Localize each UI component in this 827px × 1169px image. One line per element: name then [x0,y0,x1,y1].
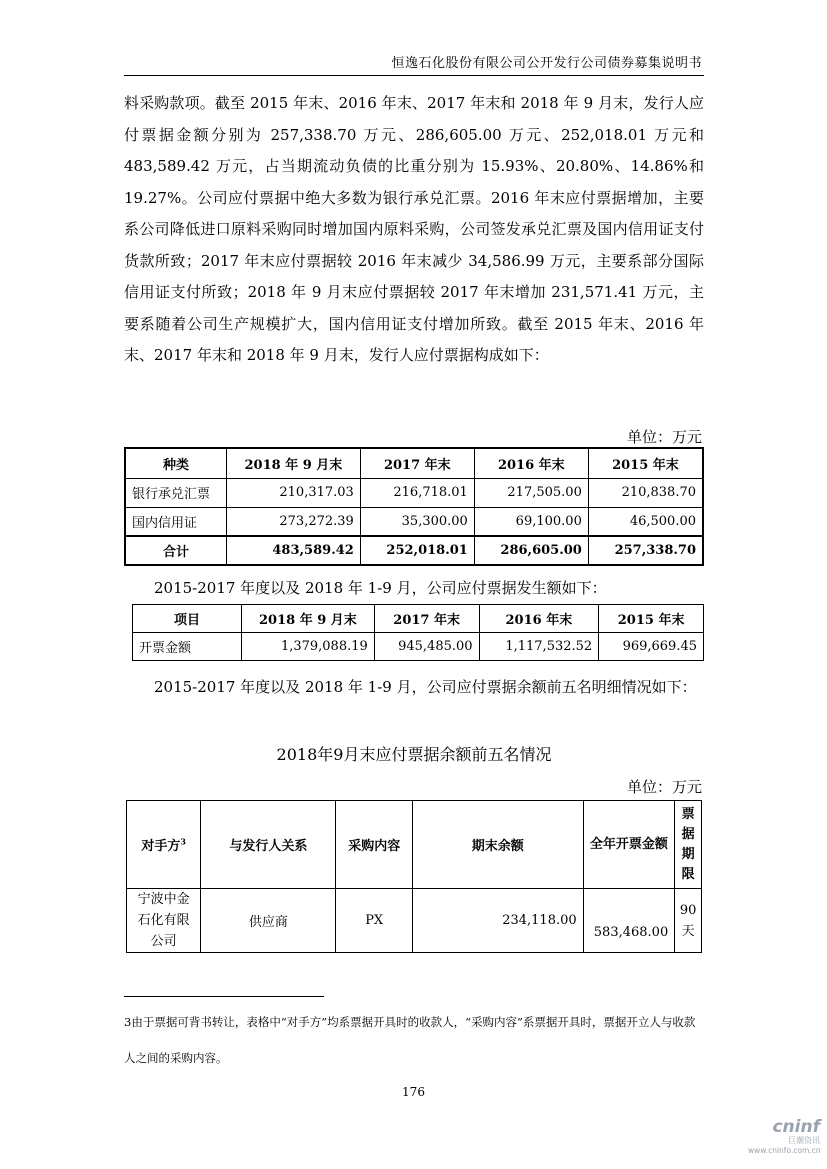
table-cell: 69,100.00 [474,507,588,536]
body-paragraph-1: 料采购款项。截至 2015 年末、2016 年末、2017 年末和 2018 年 9 月末，发行人应付票据金额分别为 257,338.70 万元、286,605.00 万元、252,018.01 万元和 483,589.42 万元，占当期流动负债的比重分别为 15.93%、20.80%、14.86%和 19.27%。公司应付票据中绝大多数为银行承兑汇票。2016 年末应付票据增加，主要系公司降低进口原料采购同时增加国内原料采购，公司签发承兑汇票及国内信用证支付货款所致；2017 年末应付票据较 2016 年末减少 34,586.99 万元，主要系部分国际信用证支付所致；2018 年 9 月末应付票据较 2017 年末增加 231,571.41 万元，主要系随着公司生产规模扩大，国内信用证支付增加所致。截至 2015 年末、2016 年末、2017 年末和 2018 年 9 月末，发行人应付票据构成如下： [124,94,704,364]
table-cell: 1,117,532.52 [479,633,599,661]
notes-issued-amount-table [132,604,704,661]
table-cell: 257,338.70 [588,536,703,565]
table-cell: 合计 [125,536,227,565]
table-header-row [127,801,702,889]
table-cell: 35,300.00 [360,507,474,536]
table-cell: PX [336,889,412,953]
table-cell: 286,605.00 [474,536,588,565]
table-cell: 210,838.70 [588,478,703,507]
logo-brand: cninf [772,1117,820,1137]
table-total-row [125,536,703,565]
table-cell: 234,118.00 [412,889,583,953]
top-five-notes-table [126,800,702,953]
table-cell: 273,272.39 [227,507,361,536]
table-cell: 开票金额 [133,633,242,661]
table-cell: 252,018.01 [360,536,474,565]
table-title: 2018年9月末应付票据余额前五名情况 [276,745,552,764]
table-header-cell: 2017 年末 [360,448,474,478]
body-paragraph-3: 2015-2017 年度以及 2018 年 1-9 月，公司应付票据余额前五名明细情况如下： [154,678,697,696]
table-cell: 483,589.42 [227,536,361,565]
table-header-cell: 与发行人关系 [201,801,336,889]
footnote: 3由于票据可背书转让，表格中“对手方”均系票据开具时的收款人，“采购内容”系票据开具时，票据开立人与收款人之间的采购内容。 [124,1015,696,1065]
table-header-cell: 2016 年末 [479,605,599,633]
table-cell: 216,718.01 [360,478,474,507]
table-header-cell: 期末余额 [412,801,583,889]
table-cell: 宁波中金石化有限公司 [127,889,201,953]
table-header-cell: 2018 年 9 月末 [242,605,375,633]
table-cell: 银行承兑汇票 [125,478,227,507]
document-header: 恒逸石化股份有限公司公开发行公司债券募集说明书 [391,56,702,71]
table-cell: 国内信用证 [125,507,227,536]
footnote-rule [124,996,324,997]
table-row [125,478,703,507]
table-cell: 583,468.00 [583,889,675,953]
table-cell: 945,485.00 [374,633,479,661]
table-row [133,633,704,661]
logo-cn: 巨潮资讯 [788,1136,820,1145]
table-header-cell: 全年开票金额 [583,801,675,889]
table-cell: 210,317.03 [227,478,361,507]
logo-site: www.cninfo.com.cn [748,1146,821,1155]
table-cell: 46,500.00 [588,507,703,536]
cninf-logo [748,1118,820,1162]
table-header-cell: 2017 年末 [374,605,479,633]
unit-label-2: 单位：万元 [626,778,702,796]
table-row [127,889,702,953]
table-header-cell: 2015 年末 [599,605,704,633]
table-header-cell: 2015 年末 [588,448,703,478]
table-cell: 969,669.45 [599,633,704,661]
page-number: 176 [402,1085,425,1099]
unit-label-1: 单位：万元 [626,428,702,446]
table-row [125,507,703,536]
notes-payable-composition-table [124,447,704,566]
table-cell: 217,505.00 [474,478,588,507]
table-header-cell: 对手方$^3$ [127,801,201,889]
body-paragraph-2: 2015-2017 年度以及 2018 年 1-9 月，公司应付票据发生额如下： [154,579,607,597]
table-cell: 1,379,088.19 [242,633,375,661]
table-header-cell: 2018 年 9 月末 [227,448,361,478]
table-header-cell: 种类 [125,448,227,478]
table-header-row [133,605,704,633]
table-header-row [125,448,703,478]
table-header-cell: 票据期限 [675,801,702,889]
table-cell: 供应商 [201,889,336,953]
table-header-cell: 采购内容 [336,801,412,889]
header-rule [124,75,704,76]
table-header-cell: 2016 年末 [474,448,588,478]
table-cell: 90天 [675,889,702,953]
table-header-cell: 项目 [133,605,242,633]
